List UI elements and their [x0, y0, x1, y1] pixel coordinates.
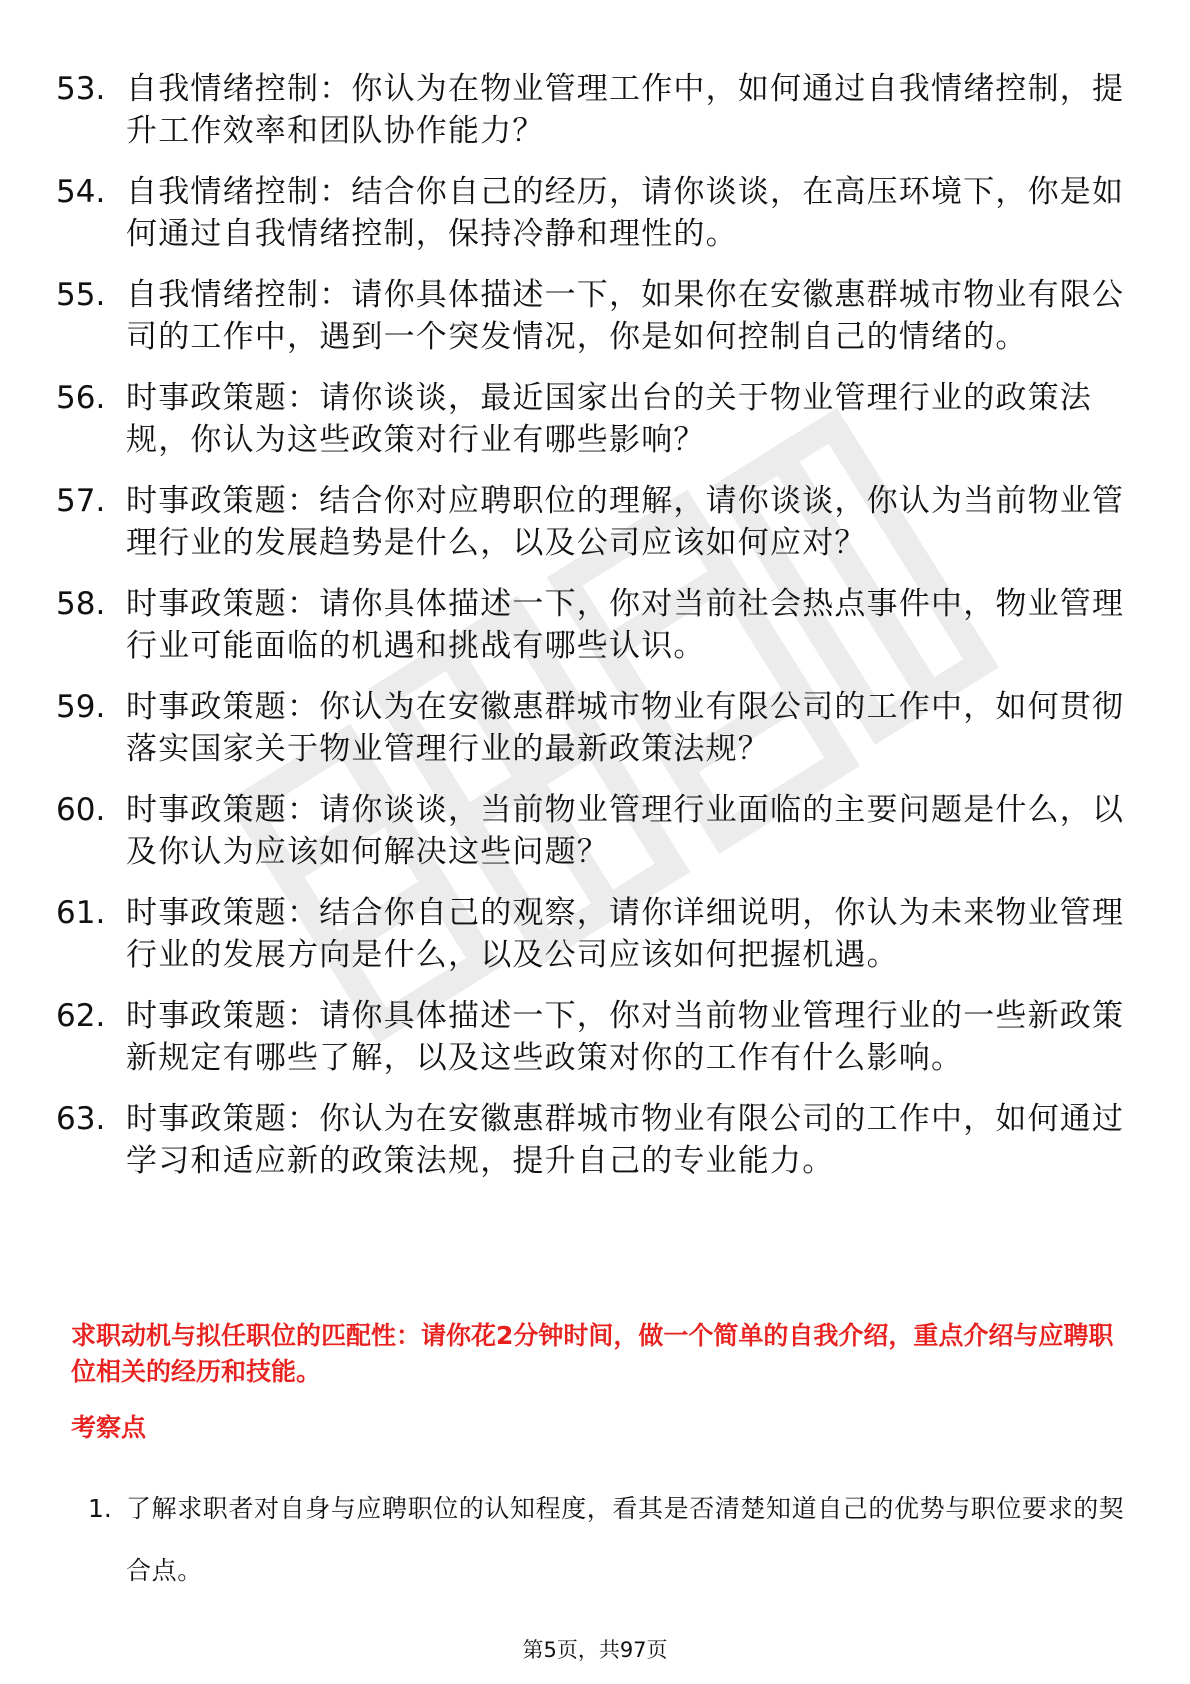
- question-text: 时事政策题：结合你对应聘职位的理解，请你谈谈，你认为当前物业管理行业的发展趋势是什么，以及公司应该如何应对？: [126, 483, 1125, 561]
- assessment-point: [0, 1478, 1190, 1602]
- point-text: 了解求职者对自身与应聘职位的认知程度，看其是否清楚知道自己的优势与职位要求的契合点。: [126, 1494, 1125, 1585]
- question-number: 53.: [56, 71, 106, 107]
- question-text: 自我情绪控制：你认为在物业管理工作中，如何通过自我情绪控制，提升工作效率和团队协作能力？: [126, 71, 1125, 149]
- section-title: 考察点: [71, 1413, 147, 1442]
- question-number: 61.: [56, 895, 106, 931]
- question-text: 时事政策题：请你谈谈，最近国家出台的关于物业管理行业的政策法规，你认为这些政策对行业有哪些影响？: [126, 380, 1092, 458]
- question-text: 时事政策题：请你具体描述一下，你对当前社会热点事件中，物业管理行业可能面临的机遇和挑战有哪些认识。: [126, 586, 1125, 664]
- question-number: 58.: [56, 586, 106, 622]
- question-number: 63.: [56, 1101, 106, 1137]
- question-item: [0, 1098, 1190, 1182]
- question-item: [0, 583, 1190, 667]
- question-list: [0, 68, 1190, 1201]
- question-number: 55.: [56, 277, 106, 313]
- interview-prompt: 求职动机与拟任职位的匹配性：请你花2分钟时间，做一个简单的自我介绍，重点介绍与应聘职位相关的经历和技能。: [71, 1321, 1114, 1386]
- question-item: [0, 68, 1190, 152]
- point-number: 1.: [88, 1494, 112, 1523]
- question-text: 自我情绪控制：结合你自己的经历，请你谈谈，在高压环境下，你是如何通过自我情绪控制，保持冷静和理性的。: [126, 174, 1125, 252]
- page-footer: 第5页，共97页: [522, 1638, 668, 1662]
- question-number: 54.: [56, 174, 106, 210]
- question-text: 时事政策题：你认为在安徽惠群城市物业有限公司的工作中，如何贯彻落实国家关于物业管理行业的最新政策法规？: [126, 689, 1125, 767]
- question-text: 时事政策题：你认为在安徽惠群城市物业有限公司的工作中，如何通过学习和适应新的政策法规，提升自己的专业能力。: [126, 1101, 1125, 1179]
- question-item: [0, 686, 1190, 770]
- question-item: [0, 171, 1190, 255]
- question-item: [0, 789, 1190, 873]
- question-text: 时事政策题：结合你自己的观察，请你详细说明，你认为未来物业管理行业的发展方向是什么，以及公司应该如何把握机遇。: [126, 895, 1125, 973]
- question-number: 62.: [56, 998, 106, 1034]
- question-number: 56.: [56, 380, 106, 416]
- question-item: [0, 274, 1190, 358]
- question-number: 60.: [56, 792, 106, 828]
- question-item: [0, 995, 1190, 1079]
- question-text: 自我情绪控制：请你具体描述一下，如果你在安徽惠群城市物业有限公司的工作中，遇到一个突发情况，你是如何控制自己的情绪的。: [126, 277, 1125, 355]
- question-item: [0, 892, 1190, 976]
- question-item: [0, 377, 1190, 461]
- question-number: 59.: [56, 689, 106, 725]
- question-number: 57.: [56, 483, 106, 519]
- assessment-point-list: [0, 1478, 1190, 1602]
- question-text: 时事政策题：请你谈谈，当前物业管理行业面临的主要问题是什么，以及你认为应该如何解决这些问题？: [126, 792, 1125, 870]
- question-item: [0, 480, 1190, 564]
- question-text: 时事政策题：请你具体描述一下，你对当前物业管理行业的一些新政策新规定有哪些了解，以及这些政策对你的工作有什么影响。: [126, 998, 1125, 1076]
